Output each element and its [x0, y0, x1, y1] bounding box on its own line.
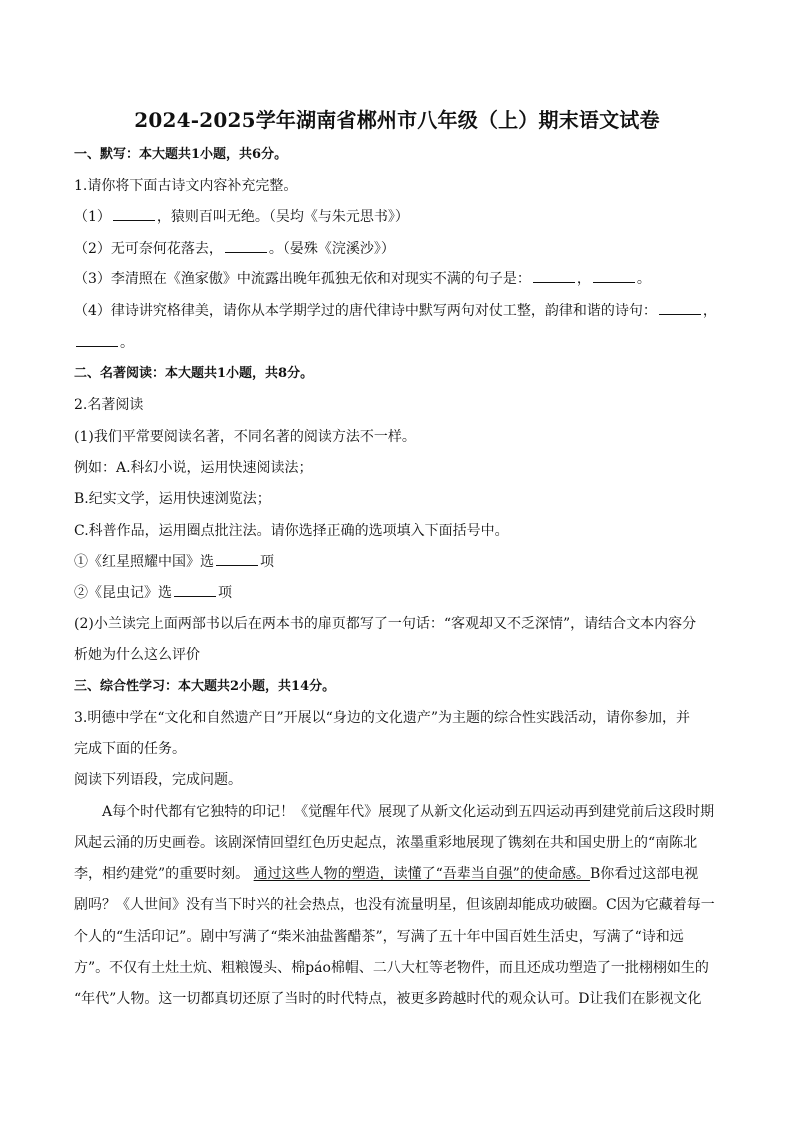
- passage-line-1: A每个时代都有它独特的印记！《觉醒年代》展现了从新文化运动到五四运动再到建党前后这段时期: [102, 804, 715, 820]
- passage-line-3-end: B你看过这部电视: [589, 866, 699, 882]
- choice-2-suffix: 项: [218, 585, 232, 601]
- question-2-sub-1: (1)我们平常要阅读名著，不同名著的阅读方法不一样。: [74, 429, 416, 445]
- item-4-prefix: （4）律诗讲究格律美，请你从本学期学过的唐代律诗中默写两句对仗工整，韵律和谐的诗句：: [74, 303, 657, 319]
- answer-blank[interactable]: [225, 240, 267, 253]
- question-2-sub-2: (2)小兰读完上面两部书以后在两本书的扉页都写了一句话：“客观却又不乏深情”，请结合文本内容分: [74, 616, 697, 632]
- answer-blank[interactable]: [216, 553, 258, 566]
- section-1-header: 一、默写：本大题共1小题，共6分。: [74, 147, 288, 162]
- question-1-stem: 1.请你将下面古诗文内容补充完整。: [74, 178, 298, 194]
- exam-title: 2024-2025学年湖南省郴州市八年级（上）期末语文试卷: [134, 108, 660, 132]
- item-4-comma: ，: [702, 303, 717, 319]
- passage-line-6: 方”。不仅有土灶土炕、粗粮馒头、棉páo棉帽、二八大杠等老物件，而且还成功塑造了一批栩栩如生的: [74, 960, 709, 976]
- question-3-stem-cont: 完成下面的任务。: [74, 741, 186, 757]
- option-b: B.纪实文学，运用快速浏览法；: [74, 491, 271, 507]
- item-3-prefix: （3）李清照在《渔家傲》中流露出晚年孤独无依和对现实不满的句子是：: [74, 271, 531, 287]
- choice-1: [74, 553, 274, 571]
- passage-line-4: 剧吗？《人世间》没有当下时兴的社会热点，也没有流量明星，但该剧却能成功破圈。C因为它藏着每一: [74, 897, 715, 913]
- question-1-item-2: [74, 240, 395, 258]
- question-1-item-4-cont: [74, 334, 134, 352]
- reading-instruction: 阅读下列语段，完成问题。: [74, 772, 242, 788]
- choice-1-text: ①《红星照耀中国》选: [74, 554, 214, 570]
- question-3-stem: 3.明德中学在“文化和自然遗产日”开展以“身边的文化遗产”为主题的综合性实践活动，请你参加，并: [74, 710, 690, 726]
- question-2-sub-2-cont: 析她为什么这么评价: [74, 647, 200, 663]
- item-2-suffix: 。（晏殊《浣溪沙》）: [268, 241, 395, 257]
- passage-line-3-start: 李，相约建党”的重要时刻。: [74, 866, 250, 882]
- item-1-suffix: ，猿则百叫无绝。（吴均《与朱元思书》）: [156, 209, 409, 225]
- question-2-stem: 2.名著阅读: [74, 397, 144, 413]
- answer-blank[interactable]: [533, 270, 575, 283]
- choice-1-suffix: 项: [260, 554, 274, 570]
- option-c: C.科普作品，运用圈点批注法。请你选择正确的选项填入下面括号中。: [74, 523, 509, 539]
- passage-line-3: [74, 865, 698, 883]
- section-2-header: 二、名著阅读：本大题共1小题，共8分。: [74, 366, 314, 381]
- choice-2: [74, 584, 232, 602]
- passage-line-5: 个人的“生活印记”。剧中写满了“柴米油盐酱醋茶”，写满了五十年中国百姓生活史，写满了“诗和远: [74, 929, 684, 945]
- answer-blank[interactable]: [76, 334, 118, 347]
- underlined-sentence: 通过这些人物的塑造，读懂了“吾辈当自强”的使命感。: [253, 866, 590, 882]
- choice-2-text: ②《昆虫记》选: [74, 585, 172, 601]
- item-3-period: 。: [636, 271, 651, 287]
- passage-line-2: 风起云涌的历史画卷。该剧深情回望红色历史起点，浓墨重彩地展现了镌刻在共和国史册上的“南陈北: [74, 835, 698, 851]
- passage-line-7: “年代”人物。这一切都真切还原了当时的时代特点，被更多跨越时代的观众认可。D让我们在影视文化: [74, 991, 702, 1007]
- item-1-prefix: （1）: [74, 209, 111, 225]
- section-3-header: 三、综合性学习：本大题共2小题，共14分。: [74, 679, 336, 694]
- question-1-item-1: [74, 208, 409, 226]
- answer-blank[interactable]: [593, 270, 635, 283]
- question-1-item-4: [74, 302, 717, 320]
- option-a: 例如：A.科幻小说，运用快速阅读法；: [74, 460, 313, 476]
- question-1-item-3: [74, 270, 651, 288]
- answer-blank[interactable]: [659, 302, 701, 315]
- item-4-period: 。: [120, 335, 134, 351]
- answer-blank[interactable]: [113, 208, 155, 221]
- item-2-prefix: （2）无可奈何花落去，: [74, 241, 223, 257]
- item-3-comma: ，: [576, 271, 591, 287]
- answer-blank[interactable]: [174, 584, 216, 597]
